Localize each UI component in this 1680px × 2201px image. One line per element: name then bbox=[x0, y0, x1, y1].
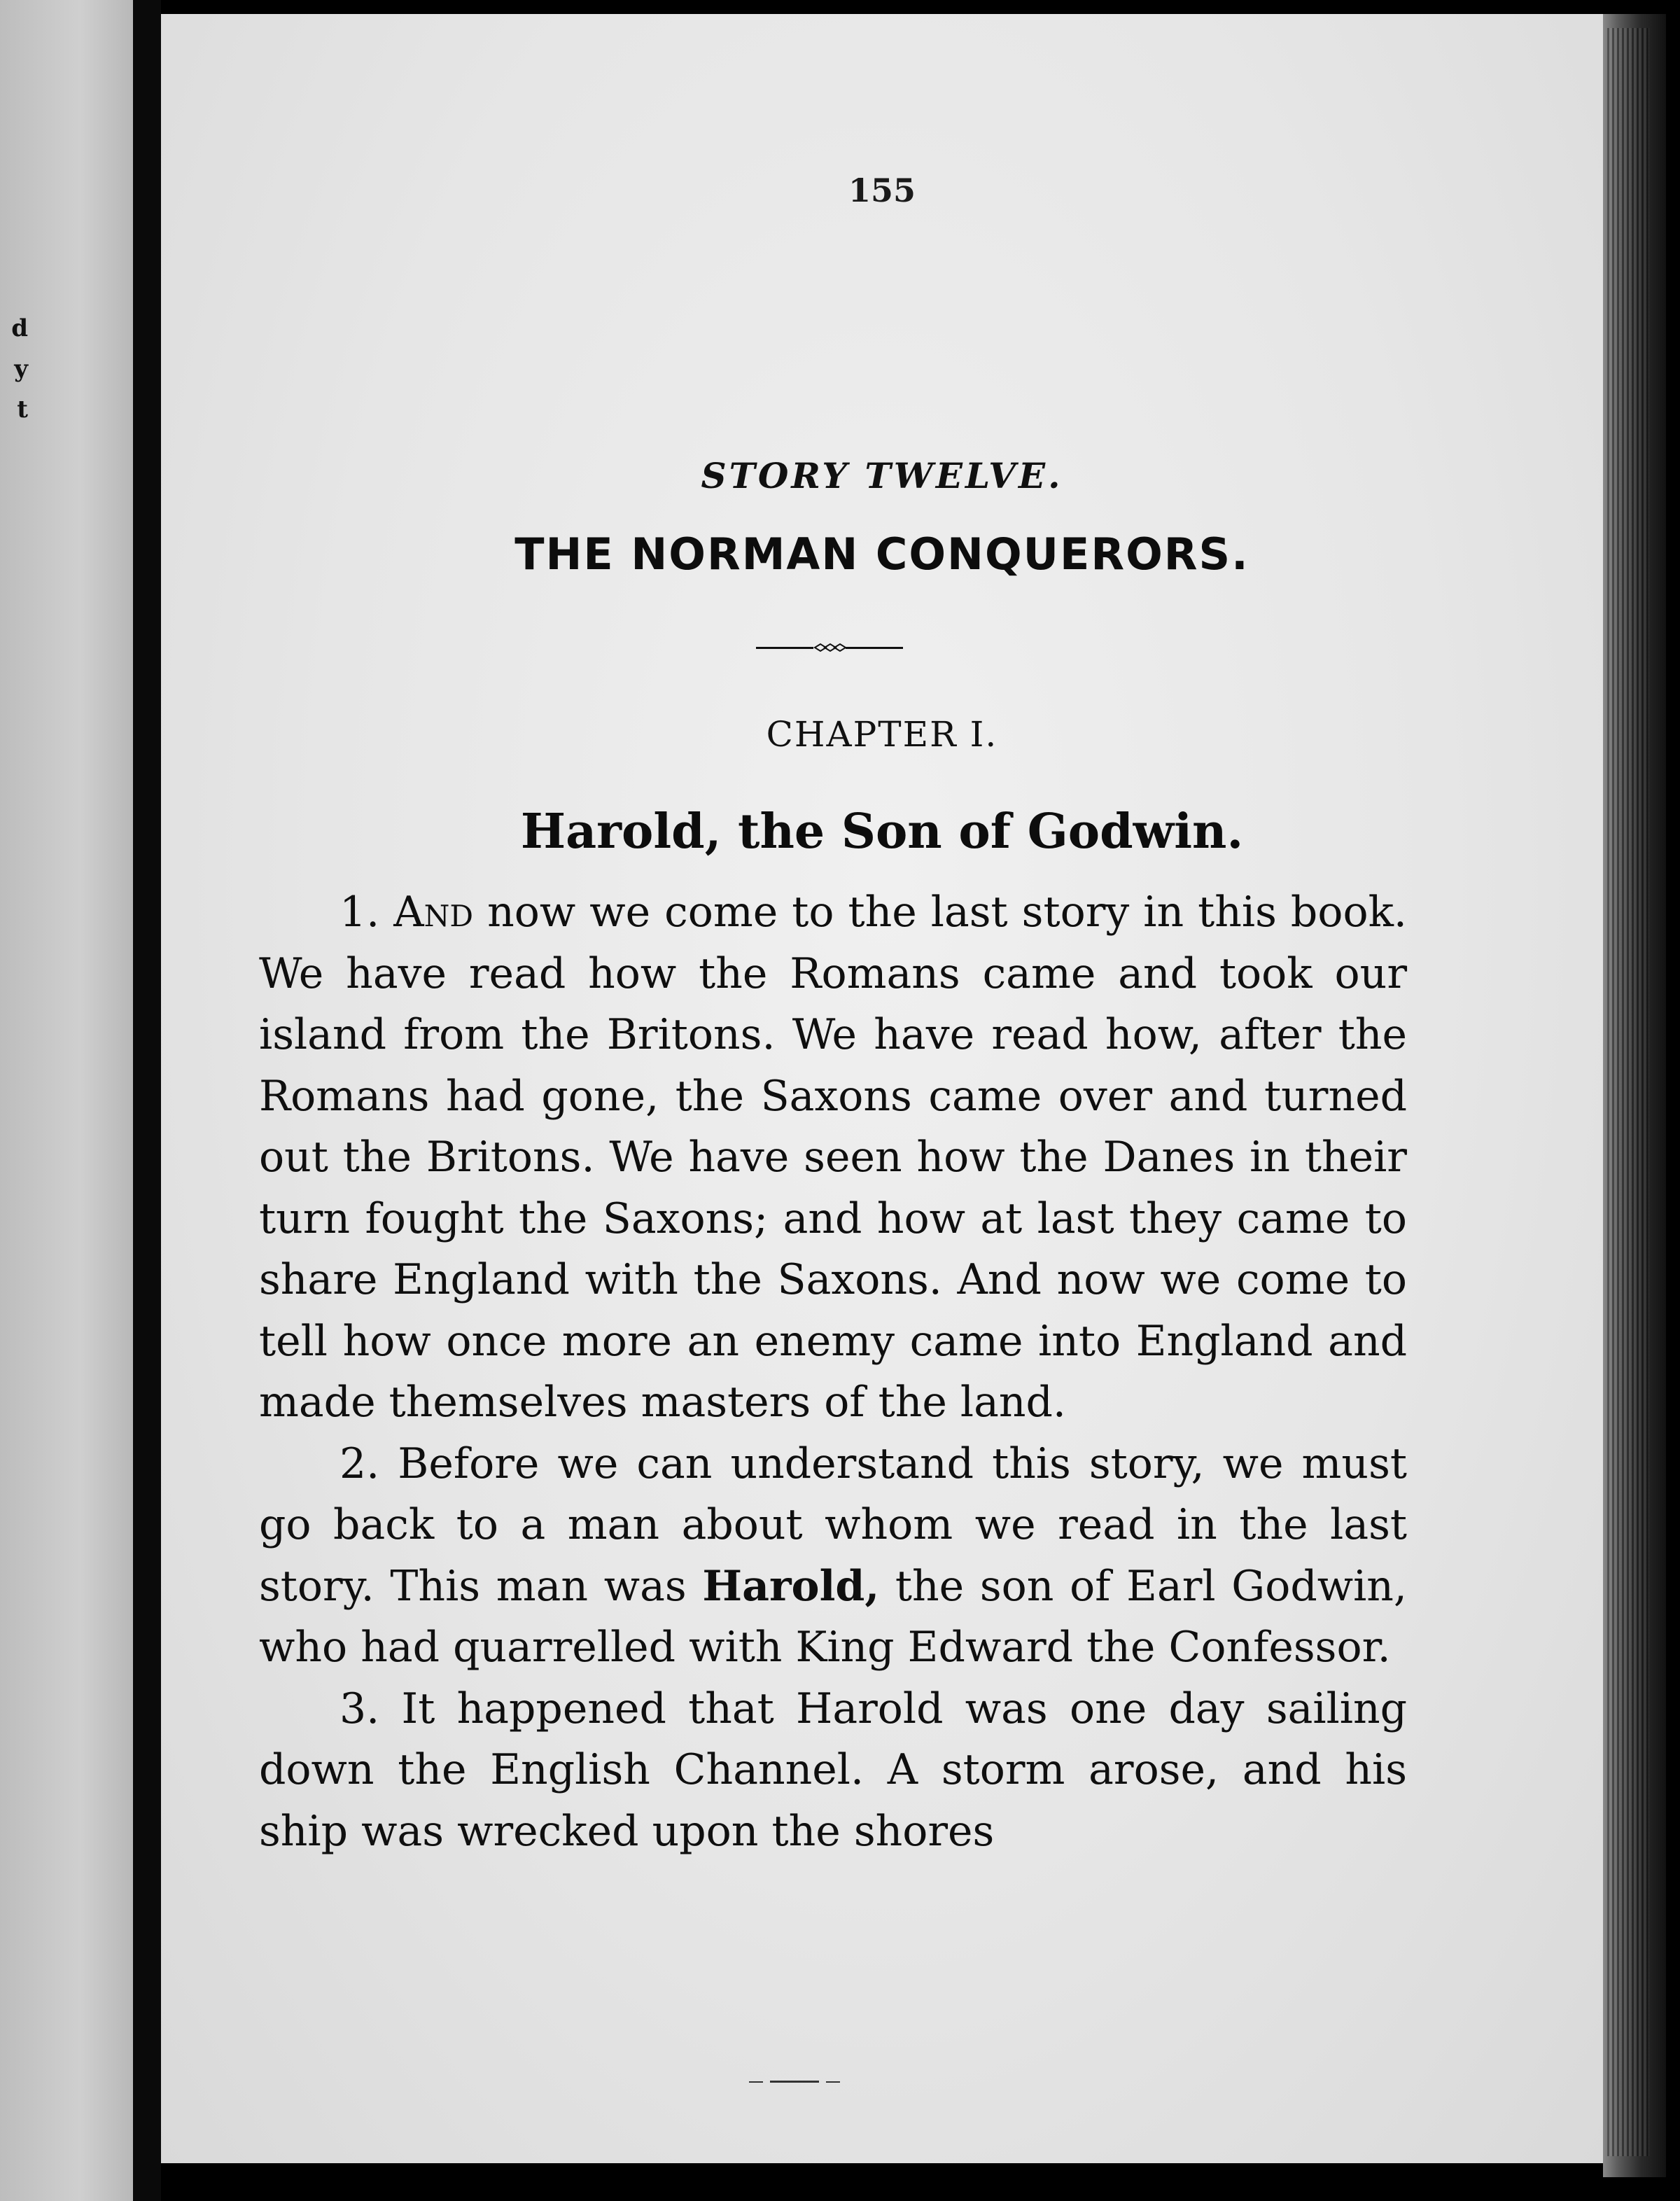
binding-gutter bbox=[133, 0, 161, 2201]
paragraph-3 bbox=[259, 1679, 1407, 1863]
lead-word: And bbox=[393, 888, 474, 937]
paragraph-number: 3. bbox=[340, 1684, 380, 1733]
body-text bbox=[259, 882, 1407, 1862]
facing-page-edge bbox=[0, 0, 133, 2201]
facing-page-text-fragment bbox=[0, 308, 28, 430]
paragraph-1 bbox=[259, 882, 1407, 1434]
paragraph-number: 1. bbox=[340, 888, 380, 937]
paragraph-2 bbox=[259, 1434, 1407, 1679]
paragraph-number: 2. bbox=[340, 1439, 380, 1488]
ornament-divider bbox=[756, 643, 903, 652]
fragment-line: d bbox=[11, 314, 28, 342]
fragment-line: t bbox=[17, 396, 28, 424]
story-label: STORY TWELVE. bbox=[701, 455, 1063, 496]
chapter-heading: CHAPTER I. bbox=[766, 714, 998, 755]
paragraph-text: Before we can understand this story, we must go back to a man about whom we read in the last story. This man was bbox=[259, 1439, 1407, 1611]
fragment-line: y bbox=[14, 355, 28, 383]
page-number: 155 bbox=[848, 172, 916, 209]
chapter-title: Harold, the Son of Godwin. bbox=[520, 804, 1244, 860]
footer-rule bbox=[749, 2079, 854, 2085]
story-title: THE NORMAN CONQUERORS. bbox=[514, 529, 1250, 580]
page-stack-lines bbox=[1607, 28, 1649, 2156]
paragraph-text: now we come to the last story in this book. We have read how the Romans came and took our island from the Britons. We have read how, after the Romans had gone, the Saxons came over and turned out the Britons. We have seen how the Danes in their turn fought the Saxons; and how at last they came to share England with the Saxons. And now we come to tell how once more an enemy came into England and made themselves masters of the land. bbox=[259, 888, 1407, 1427]
page bbox=[161, 14, 1603, 2163]
paragraph-text: It happened that Harold was one day sailing down the English Channel. A storm arose, and his ship was wrecked upon the shores bbox=[259, 1684, 1408, 1856]
paragraph-text: the son of Earl Godwin, who had quarrelled with King Edward the Confessor. bbox=[259, 1561, 1408, 1672]
bold-name: Harold, bbox=[702, 1561, 880, 1611]
